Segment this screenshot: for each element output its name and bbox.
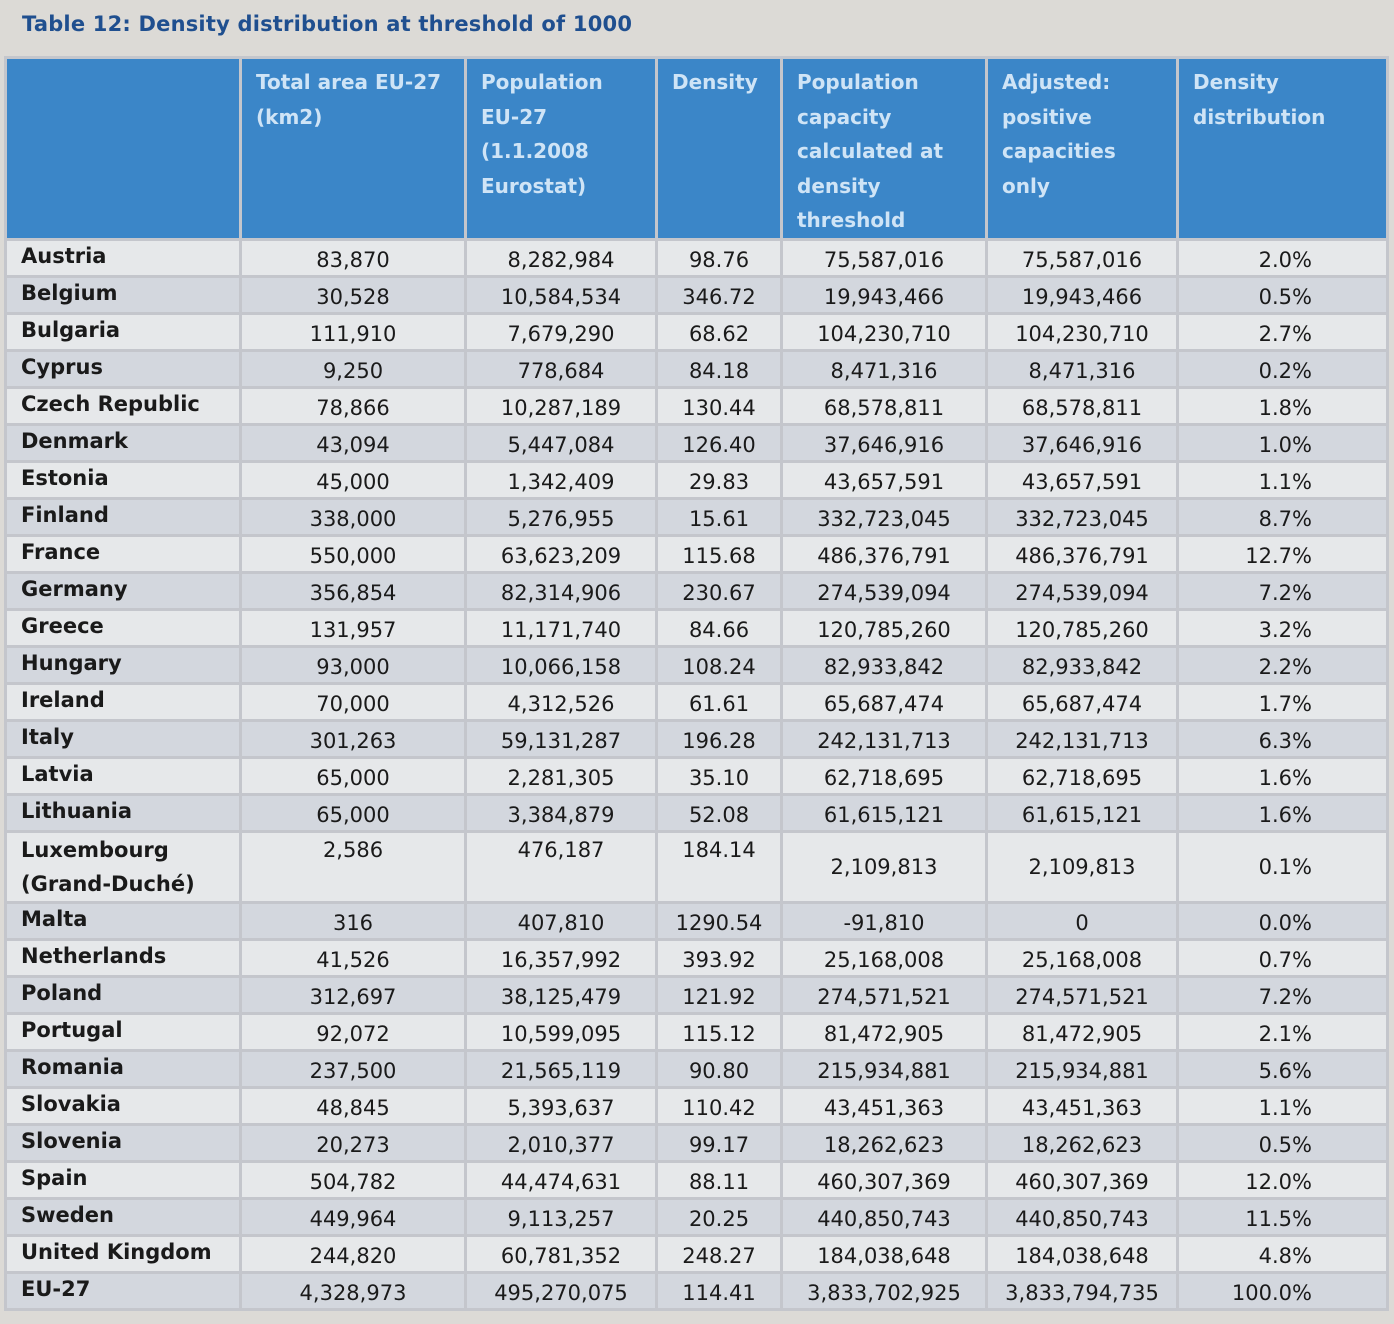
density-cell: 184.14	[657, 831, 782, 902]
country-cell: Greece	[6, 609, 241, 646]
capacity-cell: 68,578,811	[782, 387, 987, 424]
country-cell: Belgium	[6, 276, 241, 313]
distribution-cell: 3.2%	[1178, 609, 1388, 646]
density-cell: 393.92	[657, 939, 782, 976]
header-density-distribution: Density distribution	[1178, 58, 1388, 240]
area-cell: 30,528	[241, 276, 466, 313]
header-row	[6, 58, 1388, 240]
distribution-cell: 8.7%	[1178, 498, 1388, 535]
distribution-cell: 0.1%	[1178, 831, 1388, 902]
density-table	[4, 56, 1389, 1311]
country-cell: Malta	[6, 902, 241, 939]
adjusted-cell: 0	[987, 902, 1178, 939]
header-adjusted: Adjusted: positive capacities only	[987, 58, 1178, 240]
table-row	[6, 1198, 1388, 1235]
distribution-cell: 6.3%	[1178, 720, 1388, 757]
country-cell: Estonia	[6, 461, 241, 498]
area-cell: 237,500	[241, 1050, 466, 1087]
adjusted-cell: 75,587,016	[987, 239, 1178, 276]
table-row	[6, 276, 1388, 313]
density-cell: 1290.54	[657, 902, 782, 939]
adjusted-cell: 3,833,794,735	[987, 1272, 1178, 1309]
area-cell: 41,526	[241, 939, 466, 976]
country-cell: Germany	[6, 572, 241, 609]
population-cell: 5,276,955	[466, 498, 657, 535]
table-row	[6, 313, 1388, 350]
adjusted-cell: 68,578,811	[987, 387, 1178, 424]
area-cell: 92,072	[241, 1013, 466, 1050]
area-cell: 356,854	[241, 572, 466, 609]
country-cell: Slovenia	[6, 1124, 241, 1161]
capacity-cell: 215,934,881	[782, 1050, 987, 1087]
adjusted-cell: 104,230,710	[987, 313, 1178, 350]
capacity-cell: 82,933,842	[782, 646, 987, 683]
population-cell: 21,565,119	[466, 1050, 657, 1087]
capacity-cell: 65,687,474	[782, 683, 987, 720]
adjusted-cell: 18,262,623	[987, 1124, 1178, 1161]
area-cell: 301,263	[241, 720, 466, 757]
country-cell: Romania	[6, 1050, 241, 1087]
capacity-cell: 274,571,521	[782, 976, 987, 1013]
country-cell: Luxembourg (Grand-Duché)	[6, 831, 241, 902]
distribution-cell: 2.2%	[1178, 646, 1388, 683]
density-cell: 115.12	[657, 1013, 782, 1050]
distribution-cell: 0.5%	[1178, 276, 1388, 313]
area-cell: 316	[241, 902, 466, 939]
population-cell: 9,113,257	[466, 1198, 657, 1235]
population-cell: 778,684	[466, 350, 657, 387]
area-cell: 244,820	[241, 1235, 466, 1272]
area-cell: 48,845	[241, 1087, 466, 1124]
distribution-cell: 0.5%	[1178, 1124, 1388, 1161]
table-row	[6, 572, 1388, 609]
distribution-cell: 100.0%	[1178, 1272, 1388, 1309]
table-row	[6, 535, 1388, 572]
population-cell: 4,312,526	[466, 683, 657, 720]
area-cell: 131,957	[241, 609, 466, 646]
density-cell: 108.24	[657, 646, 782, 683]
country-cell: Czech Republic	[6, 387, 241, 424]
density-cell: 68.62	[657, 313, 782, 350]
adjusted-cell: 332,723,045	[987, 498, 1178, 535]
population-cell: 59,131,287	[466, 720, 657, 757]
adjusted-cell: 120,785,260	[987, 609, 1178, 646]
density-cell: 90.80	[657, 1050, 782, 1087]
country-cell: EU-27	[6, 1272, 241, 1309]
distribution-cell: 2.0%	[1178, 239, 1388, 276]
capacity-cell: 81,472,905	[782, 1013, 987, 1050]
distribution-cell: 11.5%	[1178, 1198, 1388, 1235]
table-row	[6, 350, 1388, 387]
table-row	[6, 461, 1388, 498]
population-cell: 8,282,984	[466, 239, 657, 276]
capacity-cell: 43,451,363	[782, 1087, 987, 1124]
population-cell: 10,584,534	[466, 276, 657, 313]
table-row	[6, 939, 1388, 976]
adjusted-cell: 43,657,591	[987, 461, 1178, 498]
country-cell: Portugal	[6, 1013, 241, 1050]
table-row	[6, 1050, 1388, 1087]
distribution-cell: 1.6%	[1178, 794, 1388, 831]
table-row	[6, 976, 1388, 1013]
distribution-cell: 1.8%	[1178, 387, 1388, 424]
country-cell: Latvia	[6, 757, 241, 794]
distribution-cell: 7.2%	[1178, 976, 1388, 1013]
area-cell: 83,870	[241, 239, 466, 276]
capacity-cell: 75,587,016	[782, 239, 987, 276]
density-cell: 98.76	[657, 239, 782, 276]
distribution-cell: 1.7%	[1178, 683, 1388, 720]
area-cell: 111,910	[241, 313, 466, 350]
country-cell: Slovakia	[6, 1087, 241, 1124]
area-cell: 312,697	[241, 976, 466, 1013]
country-cell: France	[6, 535, 241, 572]
capacity-cell: 274,539,094	[782, 572, 987, 609]
density-cell: 115.68	[657, 535, 782, 572]
capacity-cell: 25,168,008	[782, 939, 987, 976]
adjusted-cell: 486,376,791	[987, 535, 1178, 572]
table-row	[6, 683, 1388, 720]
distribution-cell: 12.0%	[1178, 1161, 1388, 1198]
area-cell: 65,000	[241, 757, 466, 794]
population-cell: 476,187	[466, 831, 657, 902]
population-cell: 10,066,158	[466, 646, 657, 683]
area-cell: 550,000	[241, 535, 466, 572]
country-cell: Bulgaria	[6, 313, 241, 350]
density-cell: 114.41	[657, 1272, 782, 1309]
country-cell: Sweden	[6, 1198, 241, 1235]
country-cell: Poland	[6, 976, 241, 1013]
header-country	[6, 58, 241, 240]
adjusted-cell: 19,943,466	[987, 276, 1178, 313]
country-cell: Denmark	[6, 424, 241, 461]
capacity-cell: 43,657,591	[782, 461, 987, 498]
adjusted-cell: 61,615,121	[987, 794, 1178, 831]
country-cell: Ireland	[6, 683, 241, 720]
population-cell: 5,393,637	[466, 1087, 657, 1124]
population-cell: 82,314,906	[466, 572, 657, 609]
density-cell: 20.25	[657, 1198, 782, 1235]
density-cell: 88.11	[657, 1161, 782, 1198]
table-row	[6, 387, 1388, 424]
distribution-cell: 2.7%	[1178, 313, 1388, 350]
country-cell: Netherlands	[6, 939, 241, 976]
table-row	[6, 794, 1388, 831]
adjusted-cell: 2,109,813	[987, 831, 1178, 902]
density-cell: 99.17	[657, 1124, 782, 1161]
country-cell: Cyprus	[6, 350, 241, 387]
adjusted-cell: 215,934,881	[987, 1050, 1178, 1087]
header-population: Population EU-27 (1.1.2008 Eurostat)	[466, 58, 657, 240]
population-cell: 407,810	[466, 902, 657, 939]
population-cell: 2,281,305	[466, 757, 657, 794]
table-row	[6, 757, 1388, 794]
adjusted-cell: 37,646,916	[987, 424, 1178, 461]
capacity-cell: 3,833,702,925	[782, 1272, 987, 1309]
area-cell: 45,000	[241, 461, 466, 498]
capacity-cell: 8,471,316	[782, 350, 987, 387]
distribution-cell: 12.7%	[1178, 535, 1388, 572]
area-cell: 20,273	[241, 1124, 466, 1161]
capacity-cell: 61,615,121	[782, 794, 987, 831]
country-cell: United Kingdom	[6, 1235, 241, 1272]
distribution-cell: 1.0%	[1178, 424, 1388, 461]
area-cell: 70,000	[241, 683, 466, 720]
population-cell: 38,125,479	[466, 976, 657, 1013]
adjusted-cell: 43,451,363	[987, 1087, 1178, 1124]
density-cell: 126.40	[657, 424, 782, 461]
population-cell: 1,342,409	[466, 461, 657, 498]
adjusted-cell: 82,933,842	[987, 646, 1178, 683]
table-row	[6, 1087, 1388, 1124]
population-cell: 10,287,189	[466, 387, 657, 424]
adjusted-cell: 81,472,905	[987, 1013, 1178, 1050]
density-cell: 29.83	[657, 461, 782, 498]
country-cell: Spain	[6, 1161, 241, 1198]
population-cell: 16,357,992	[466, 939, 657, 976]
table-row	[6, 1013, 1388, 1050]
density-cell: 84.18	[657, 350, 782, 387]
country-cell: Finland	[6, 498, 241, 535]
density-cell: 61.61	[657, 683, 782, 720]
distribution-cell: 1.1%	[1178, 1087, 1388, 1124]
header-density: Density	[657, 58, 782, 240]
table-row	[6, 1272, 1388, 1309]
table-row	[6, 1124, 1388, 1161]
adjusted-cell: 25,168,008	[987, 939, 1178, 976]
population-cell: 63,623,209	[466, 535, 657, 572]
adjusted-cell: 274,539,094	[987, 572, 1178, 609]
adjusted-cell: 460,307,369	[987, 1161, 1178, 1198]
area-cell: 43,094	[241, 424, 466, 461]
capacity-cell: 62,718,695	[782, 757, 987, 794]
distribution-cell: 0.2%	[1178, 350, 1388, 387]
distribution-cell: 7.2%	[1178, 572, 1388, 609]
population-cell: 44,474,631	[466, 1161, 657, 1198]
country-cell: Italy	[6, 720, 241, 757]
area-cell: 93,000	[241, 646, 466, 683]
capacity-cell: 242,131,713	[782, 720, 987, 757]
density-cell: 110.42	[657, 1087, 782, 1124]
population-cell: 11,171,740	[466, 609, 657, 646]
distribution-cell: 0.7%	[1178, 939, 1388, 976]
header-population-capacity: Population capacity calculated at density threshold	[782, 58, 987, 240]
table-row	[6, 498, 1388, 535]
adjusted-cell: 65,687,474	[987, 683, 1178, 720]
distribution-cell: 0.0%	[1178, 902, 1388, 939]
density-cell: 121.92	[657, 976, 782, 1013]
area-cell: 338,000	[241, 498, 466, 535]
population-cell: 60,781,352	[466, 1235, 657, 1272]
density-cell: 130.44	[657, 387, 782, 424]
adjusted-cell: 62,718,695	[987, 757, 1178, 794]
country-cell: Austria	[6, 239, 241, 276]
adjusted-cell: 184,038,648	[987, 1235, 1178, 1272]
area-cell: 78,866	[241, 387, 466, 424]
adjusted-cell: 8,471,316	[987, 350, 1178, 387]
table-row	[6, 831, 1388, 902]
distribution-cell: 2.1%	[1178, 1013, 1388, 1050]
table-row	[6, 609, 1388, 646]
table-row	[6, 424, 1388, 461]
capacity-cell: 120,785,260	[782, 609, 987, 646]
capacity-cell: 104,230,710	[782, 313, 987, 350]
density-cell: 15.61	[657, 498, 782, 535]
distribution-cell: 1.6%	[1178, 757, 1388, 794]
area-cell: 2,586	[241, 831, 466, 902]
distribution-cell: 1.1%	[1178, 461, 1388, 498]
header-total-area: Total area EU-27 (km2)	[241, 58, 466, 240]
table-row	[6, 1161, 1388, 1198]
area-cell: 65,000	[241, 794, 466, 831]
area-cell: 504,782	[241, 1161, 466, 1198]
table-row	[6, 239, 1388, 276]
density-cell: 52.08	[657, 794, 782, 831]
density-cell: 346.72	[657, 276, 782, 313]
capacity-cell: -91,810	[782, 902, 987, 939]
density-cell: 196.28	[657, 720, 782, 757]
population-cell: 3,384,879	[466, 794, 657, 831]
adjusted-cell: 242,131,713	[987, 720, 1178, 757]
population-cell: 2,010,377	[466, 1124, 657, 1161]
country-cell: Lithuania	[6, 794, 241, 831]
capacity-cell: 440,850,743	[782, 1198, 987, 1235]
capacity-cell: 184,038,648	[782, 1235, 987, 1272]
adjusted-cell: 440,850,743	[987, 1198, 1178, 1235]
density-cell: 84.66	[657, 609, 782, 646]
capacity-cell: 2,109,813	[782, 831, 987, 902]
capacity-cell: 486,376,791	[782, 535, 987, 572]
adjusted-cell: 274,571,521	[987, 976, 1178, 1013]
population-cell: 10,599,095	[466, 1013, 657, 1050]
capacity-cell: 37,646,916	[782, 424, 987, 461]
population-cell: 7,679,290	[466, 313, 657, 350]
country-cell: Hungary	[6, 646, 241, 683]
table-row	[6, 646, 1388, 683]
density-cell: 35.10	[657, 757, 782, 794]
capacity-cell: 18,262,623	[782, 1124, 987, 1161]
table-row	[6, 720, 1388, 757]
distribution-cell: 4.8%	[1178, 1235, 1388, 1272]
density-cell: 230.67	[657, 572, 782, 609]
distribution-cell: 5.6%	[1178, 1050, 1388, 1087]
population-cell: 5,447,084	[466, 424, 657, 461]
table-row	[6, 1235, 1388, 1272]
area-cell: 4,328,973	[241, 1272, 466, 1309]
capacity-cell: 460,307,369	[782, 1161, 987, 1198]
table-body	[6, 239, 1388, 1309]
area-cell: 9,250	[241, 350, 466, 387]
table-caption: Table 12: Density distribution at threshold of 1000	[22, 12, 633, 36]
area-cell: 449,964	[241, 1198, 466, 1235]
capacity-cell: 19,943,466	[782, 276, 987, 313]
density-cell: 248.27	[657, 1235, 782, 1272]
capacity-cell: 332,723,045	[782, 498, 987, 535]
population-cell: 495,270,075	[466, 1272, 657, 1309]
table-row	[6, 902, 1388, 939]
